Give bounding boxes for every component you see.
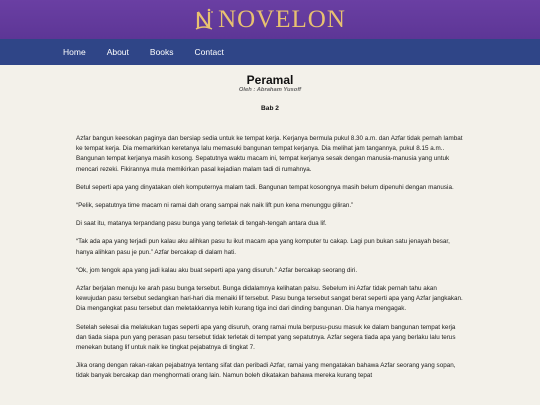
story-paragraph: Azfar bangun keesokan paginya dan bersiap sedia untuk ke tempat kerja. Kerjanya bermula pukul 8.30 a.m. dan Azfar tidak pernah lambat ke tempat kerja. Dia memarkirkan keretanya lalu memasuki bangunan tempat kerjanya. Dia melihat jam tangannya, pukul 8.15 a.m.. Bangunan tempat kerjanya masih kosong. Sepatutnya waktu macam ini, tempat kerjanya sesak dengan manusia-manusia yang untuk mencari rezeki. Fikirannya mula memikirkan pasal kejadian malam tadi di rumahnya. [76,135,463,173]
story-paragraph: “Ok, jom tengok apa yang jadi kalau aku buat seperti apa yang disuruh.” Azfar bercakap seorang diri. [76,266,358,274]
story-paragraph: “Tak ada apa yang terjadi pun kalau aku alihkan pasu tu ikut macam apa yang komputer tu cakap. Lagi pun bukan satu jenayah besar, hanya alihkan pasu je pun.” Azfar bercakap di dalam hati. [76,238,450,256]
nav-books-link[interactable]: Books [149,47,174,57]
story-paragraph: Di saat itu, matanya terpandang pasu bunga yang terletak di tengah-tengah antara dua lif. [76,220,327,228]
story-paragraph: “Pelik, sepatutnya time macam ni ramai dah orang sampai nak naik lift pun kena menunggu giliran.” [76,202,354,210]
article-byline: Oleh : Abraham Yusoff [238,87,302,93]
brand-header [0,0,540,39]
story-paragraph: Betul seperti apa yang dinyatakan oleh komputernya malam tadi. Bangunan tempat kosongnya masih belum dipenuhi dengan manusia. [76,183,454,191]
article-title: Peramal [246,73,294,87]
brand-name: NOVELON [218,5,346,33]
story-paragraph: Jika orang dengan rakan-rakan pejabatnya tentang sifat dan peribadi Azfar, ramai yang mengatakan bahawa Azfar seorang yang sopan, tidak banyak bercakap dan menghormati orang lain. Namun boleh dikatakan bahawa mereka kurang tepat [76,362,456,380]
nav-home-link[interactable]: Home [63,47,86,57]
site-logo[interactable] [194,6,346,34]
story-paragraph: Azfar berjalan menuju ke arah pasu bunga tersebut. Bunga didalamnya kelihatan palsu. Sebelum ini Azfar tidak pernah tahu akan kewujudan pasu tersebut sedangkan hari-hari dia menaiki lif tersebut. Pasu bunga tersebut sangat berat seperti apa yang Azfar jangkakan. Dia mengangkat pasu tersebut dan meletakkannya lebih kurang tiga inci dari dinding bangunan. Dia hanya mengagak. [76,285,463,313]
chapter-heading: Bab 2 [261,105,279,112]
article-content [76,65,464,382]
book-logo-icon [194,7,214,33]
nav-about-link[interactable]: About [106,47,129,57]
nav-contact-link[interactable]: Contact [194,47,224,57]
main-nav [0,39,540,65]
story-paragraph: Setelah selesai dia melakukan tugas seperti apa yang disuruh, orang ramai mula berpusu-pusu masuk ke dalam bangunan tempat kerja dan tiada siapa pun yang perasan pasu tersebut tidak terletak di tempat yang sepatutnya. Azfar segera tiada apa yang berlaku lalu terus menekan butang lif untuk naik ke tingkat pejabatnya di tingkat 7. [76,323,456,352]
